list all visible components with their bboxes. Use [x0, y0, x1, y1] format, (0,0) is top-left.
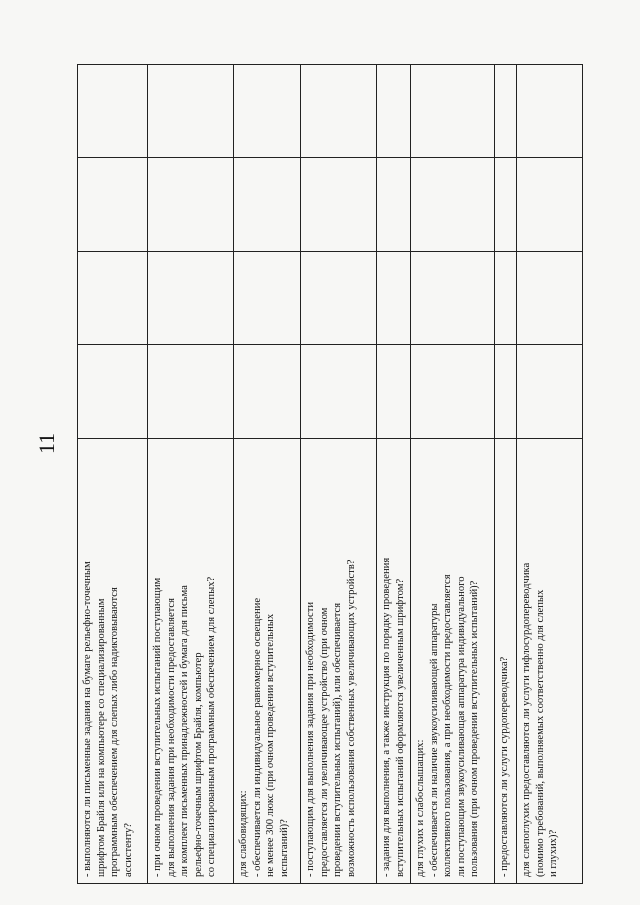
text-line: пользования (при очном проведении вступительных испытаний)?	[469, 580, 481, 877]
empty-cell	[148, 65, 234, 158]
text-line: не менее 300 люкс (при очном проведении вступительных	[265, 613, 277, 877]
text-line: возможность использования собственных увеличивающих устройств?	[345, 559, 357, 877]
empty-cell	[495, 345, 517, 438]
text-line: - предоставляются ли услуги сурдопереводчика?	[499, 656, 511, 877]
text-line: - задания для выполнения, а также инструкция по порядку проведения	[381, 557, 392, 877]
requirement-cell	[148, 438, 234, 883]
requirement-cell	[517, 438, 583, 883]
empty-cell	[377, 65, 411, 158]
text-line: шрифтом Брайля или на компьютере со специализированным	[95, 598, 107, 877]
empty-cell	[78, 158, 148, 251]
empty-cell	[78, 251, 148, 344]
empty-cell	[234, 251, 301, 344]
table-row	[411, 65, 495, 884]
empty-cell	[377, 345, 411, 438]
empty-cell	[517, 345, 583, 438]
requirement-cell	[377, 438, 411, 883]
requirements-table-rotated	[77, 64, 582, 884]
requirements-table	[77, 64, 583, 884]
text-line: программным обеспечением для слепых либо надиктовываются	[109, 587, 121, 877]
table-row	[377, 65, 411, 884]
empty-cell	[377, 251, 411, 344]
table-row	[517, 65, 583, 884]
text-line: ли комплект письменных принадлежностей и бумага для письма	[179, 585, 191, 877]
text-line: для выполнения задания при необходимости предоставляется	[165, 598, 177, 877]
empty-cell	[411, 65, 495, 158]
empty-cell	[495, 158, 517, 251]
text-line: - обеспечивается ли индивидуальное равномерное освещение	[251, 597, 263, 877]
empty-cell	[148, 345, 234, 438]
text-line: (помимо требований, выполняемых соответственно для слепых	[534, 589, 546, 877]
text-line: ли поступающим звукоусиливающая аппаратура индивидуального	[455, 576, 467, 877]
text-line: для глухих и слабослышащих:	[415, 739, 427, 877]
text-line: - выполняются ли письменные задания на бумаге рельефно-точечным	[82, 561, 93, 877]
empty-cell	[148, 251, 234, 344]
requirement-cell	[495, 438, 517, 883]
requirement-cell	[234, 438, 301, 883]
text-line: вступительных испытаний оформляются увеличенным шрифтом?	[394, 578, 406, 877]
empty-cell	[234, 345, 301, 438]
requirement-cell	[411, 438, 495, 883]
requirement-cell	[301, 438, 377, 883]
text-line: для слабовидящих:	[238, 790, 249, 877]
empty-cell	[301, 65, 377, 158]
table-row	[301, 65, 377, 884]
requirement-cell	[78, 438, 148, 883]
table-row	[495, 65, 517, 884]
text-line: для слепоглухих предоставляются ли услуги тифлосурдопереводчика	[521, 562, 533, 877]
empty-cell	[517, 251, 583, 344]
empty-cell	[301, 345, 377, 438]
text-line: - обеспечивается ли наличие звукоусиливающей аппаратуры	[428, 603, 440, 877]
empty-cell	[495, 251, 517, 344]
empty-cell	[411, 345, 495, 438]
empty-cell	[411, 251, 495, 344]
empty-cell	[78, 65, 148, 158]
empty-cell	[517, 158, 583, 251]
text-line: испытаний)?	[278, 819, 290, 877]
empty-cell	[234, 65, 301, 158]
text-line: - поступающим для выполнения задания при необходимости	[305, 601, 316, 877]
text-line: ассистенту?	[122, 823, 134, 877]
text-line: со специализированным программным обеспечением для слепых?	[206, 576, 218, 877]
page-number: 11	[34, 432, 59, 454]
text-line: проведении вступительных испытаний), или обеспечивается	[332, 602, 344, 877]
empty-cell	[148, 158, 234, 251]
empty-cell	[301, 251, 377, 344]
text-line: коллективного пользования, а при необходимости предоставляется	[442, 574, 454, 877]
empty-cell	[234, 158, 301, 251]
text-line: - при очном проведении вступительных испытаний поступающим	[152, 577, 163, 877]
text-line: предоставляется ли увеличивающее устройство (при очном	[318, 607, 330, 877]
empty-cell	[301, 158, 377, 251]
empty-cell	[495, 65, 517, 158]
empty-cell	[517, 65, 583, 158]
text-line: рельефно-точечным шрифтом Брайля, компьютер	[192, 652, 204, 877]
empty-cell	[377, 158, 411, 251]
empty-cell	[411, 158, 495, 251]
table-row	[148, 65, 234, 884]
text-line: и глухих)?	[548, 829, 560, 877]
table-row	[234, 65, 301, 884]
empty-cell	[78, 345, 148, 438]
table-row	[78, 65, 148, 884]
